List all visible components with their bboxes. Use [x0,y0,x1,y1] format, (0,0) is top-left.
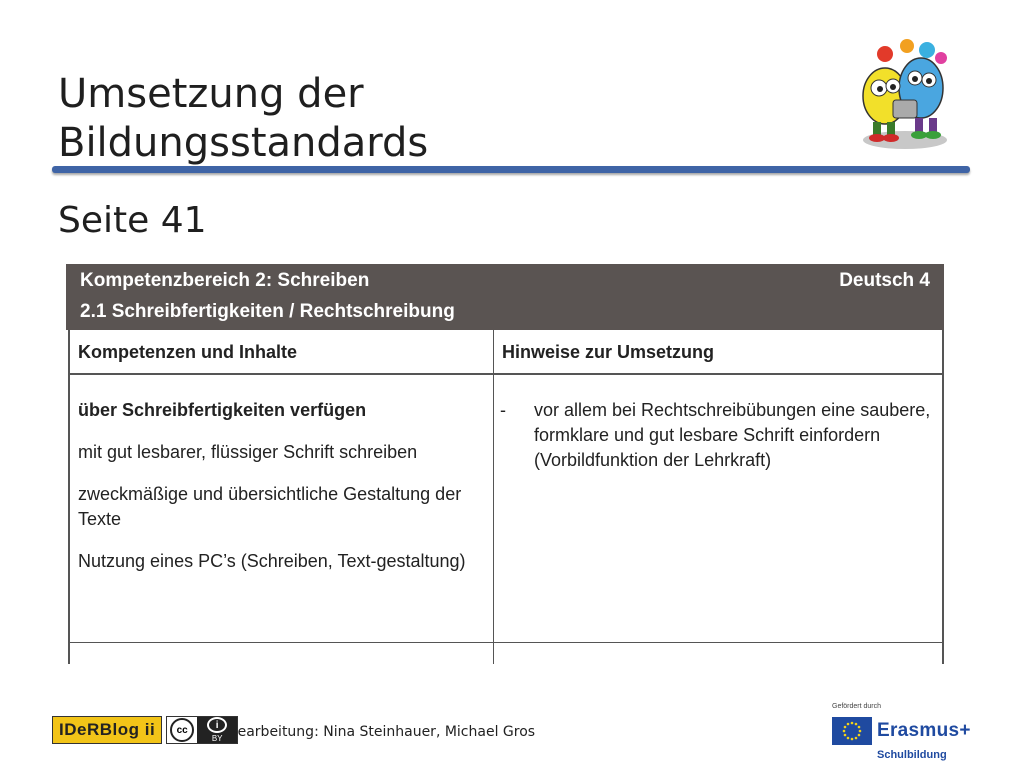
excerpt-subject: Deutsch 4 [839,270,930,291]
iderblog-logo [52,716,238,744]
page-subtitle: Seite 41 [58,200,207,241]
notes-text: vor allem bei Rechtschreibübungen eine saubere, formklare und gut lesbare Schrift einfordern (Vorbildfunktion der Lehrkraft) [534,400,931,470]
funded-by-label: Gefördert durch [832,703,882,710]
column-header-competences: Kompetenzen und Inhalte [78,342,298,362]
table-border-right [942,330,944,664]
excerpt-subheading: 2.1 Schreibfertigkeiten / Rechtschreibung [80,301,455,322]
competence-item: über Schreibfertigkeiten verfügen [78,400,367,420]
mascot-illustration [855,28,955,153]
attribution-icon: i [207,717,227,733]
credit-text: Bearbeitung: Nina Steinhauer, Michael Gros [228,724,536,740]
notes-bullet: - [500,400,506,420]
excerpt-header [66,264,944,330]
table-border-left [68,330,70,664]
slide-title [58,70,428,168]
table-header-rule [68,373,944,375]
by-label: BY [211,734,223,743]
table-row-rule [68,642,944,643]
table-divider [493,330,494,664]
iderblog-wordmark: IDeRBlog ii [52,716,162,744]
erasmus-name: Erasmus+ [877,720,971,741]
competence-item: zweckmäßige und übersichtliche Gestaltung der Texte [78,484,462,529]
competences-cell [78,398,488,591]
erasmus-subtitle: Schulbildung [877,749,947,761]
title-line-1: Umsetzung der [58,71,364,117]
competence-item: mit gut lesbarer, flüssiger Schrift schreiben [78,442,418,462]
curriculum-excerpt [66,264,944,664]
title-line-2: Bildungsstandards [58,120,429,166]
column-header-notes: Hinweise zur Umsetzung [502,342,715,362]
title-rule [52,166,970,173]
excerpt-heading: Kompetenzbereich 2: Schreiben [80,270,370,291]
cc-icon: cc [170,718,194,742]
competence-item: Nutzung eines PC’s (Schreiben, Text-gestaltung) [78,551,466,571]
erasmus-logo [832,703,992,763]
eu-flag-icon [832,717,872,745]
